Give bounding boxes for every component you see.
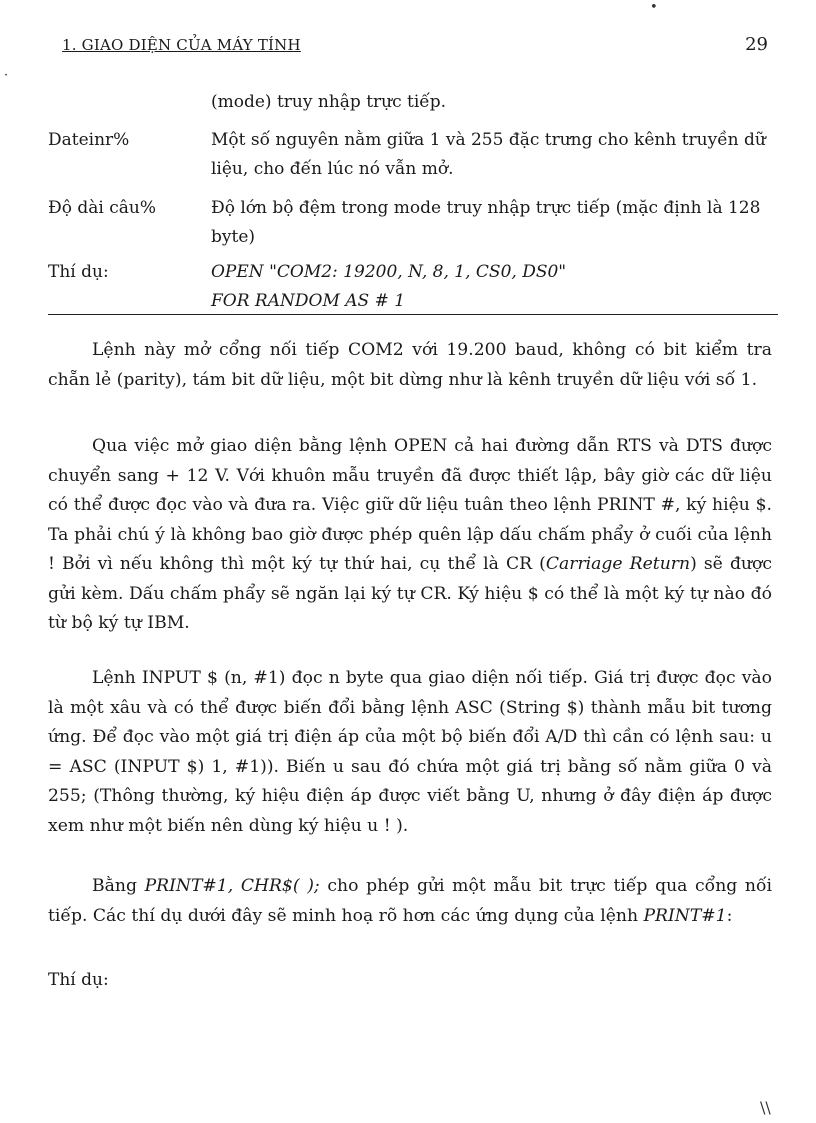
paragraph-text: Lệnh này mở cổng nối tiếp COM2 với 19.200 baud, không có bit kiểm tra chẵn lẻ (parity), tám bit dữ liệu, một bit dừng như là kênh truyền dữ liệu với số 1. [48, 340, 772, 390]
example-code-line: OPEN "COM2: 19200, N, 8, 1, CS0, DS0" [211, 262, 567, 282]
paragraph-text: cho phép gửi một mẫu bit trực tiếp qua cổng nối tiếp. Các thí dụ dưới đây sẽ minh hoạ rõ hơn các ứng dụng của lệnh [48, 876, 772, 926]
definition-term: Dateinr% [48, 130, 130, 150]
definition-desc: Một số nguyên nằm giữa 1 và 255 đặc trưng cho kênh truyền dữ liệu, cho đến lúc nó vẫn mở. [211, 130, 766, 179]
paragraph-text: Lệnh INPUT $ (n, #1) đọc n byte qua giao diện nối tiếp. Giá trị được đọc vào là một xâu và có thể được biến đổi bằng lệnh ASC (String $) thành mẫu bit tương ứng. Để đọc vào một giá trị điện áp của một bộ biến đổi A/D thì cần có lệnh sau: u = ASC (INPUT $) 1, #1)). Biến u sau đó chứa một giá trị bằng số nằm giữa 0 và 255; (Thông thường, ký hiệu điện áp được viết bằng U, nhưng ở đây điện áp được xem như một biến nên dùng ký hiệu u ! ). [48, 668, 772, 836]
definition-term: Độ dài câu% [48, 198, 156, 218]
paragraph-text: ) sẽ được gửi kèm. Dấu chấm phẩy sẽ ngăn lại ký tự CR. Ký hiệu $ có thể là một ký tự nào đó từ bộ ký tự IBM. [48, 554, 772, 633]
chapter-title: 1. GIAO DIỆN CỦA MÁY TÍNH [62, 36, 301, 54]
definition-desc: (mode) truy nhập trực tiếp. [211, 92, 447, 112]
paragraph-text: Bằng [92, 876, 145, 896]
scan-speck: · [4, 68, 9, 83]
example-code-line: FOR RANDOM AS # 1 [211, 291, 406, 311]
paragraph [48, 336, 772, 395]
paragraph-emphasis: PRINT#1 [643, 905, 727, 926]
page-header [48, 30, 768, 58]
definition-desc: Độ lớn bộ đệm trong mode truy nhập trực tiếp (mặc định là 128 byte) [211, 198, 761, 247]
paragraph [48, 432, 772, 639]
paragraph [48, 872, 772, 931]
section-divider [48, 314, 778, 315]
example-code [211, 258, 781, 316]
scan-speck: • [650, 0, 658, 15]
paragraph-text: Qua việc mở giao diện bằng lệnh OPEN cả hai đường dẫn RTS và DTS được chuyển sang + 12 V. Với khuôn mẫu truyền đã được thiết lập, bây giờ các dữ liệu có thể được đọc vào và đưa ra. Việc giữ dữ liệu tuân theo lệnh PRINT #, ký hiệu $. Ta phải chú ý là không bao giờ được phép quên lập dấu chấm phẩy ở cuối của lệnh ! Bởi vì nếu không thì một ký tự thứ hai, cụ thể là CR ( [48, 436, 772, 574]
paragraph-emphasis: PRINT#1, CHR$( ); [144, 876, 320, 896]
paragraph-emphasis: Carriage Return [545, 554, 691, 574]
example-label: Thí dụ: [48, 262, 109, 282]
scan-mark: \\ [760, 1098, 771, 1117]
page-number: 29 [745, 34, 768, 55]
paragraph [48, 664, 772, 841]
example-label-final: Thí dụ: [48, 970, 109, 990]
paragraph-text: : [726, 905, 733, 926]
